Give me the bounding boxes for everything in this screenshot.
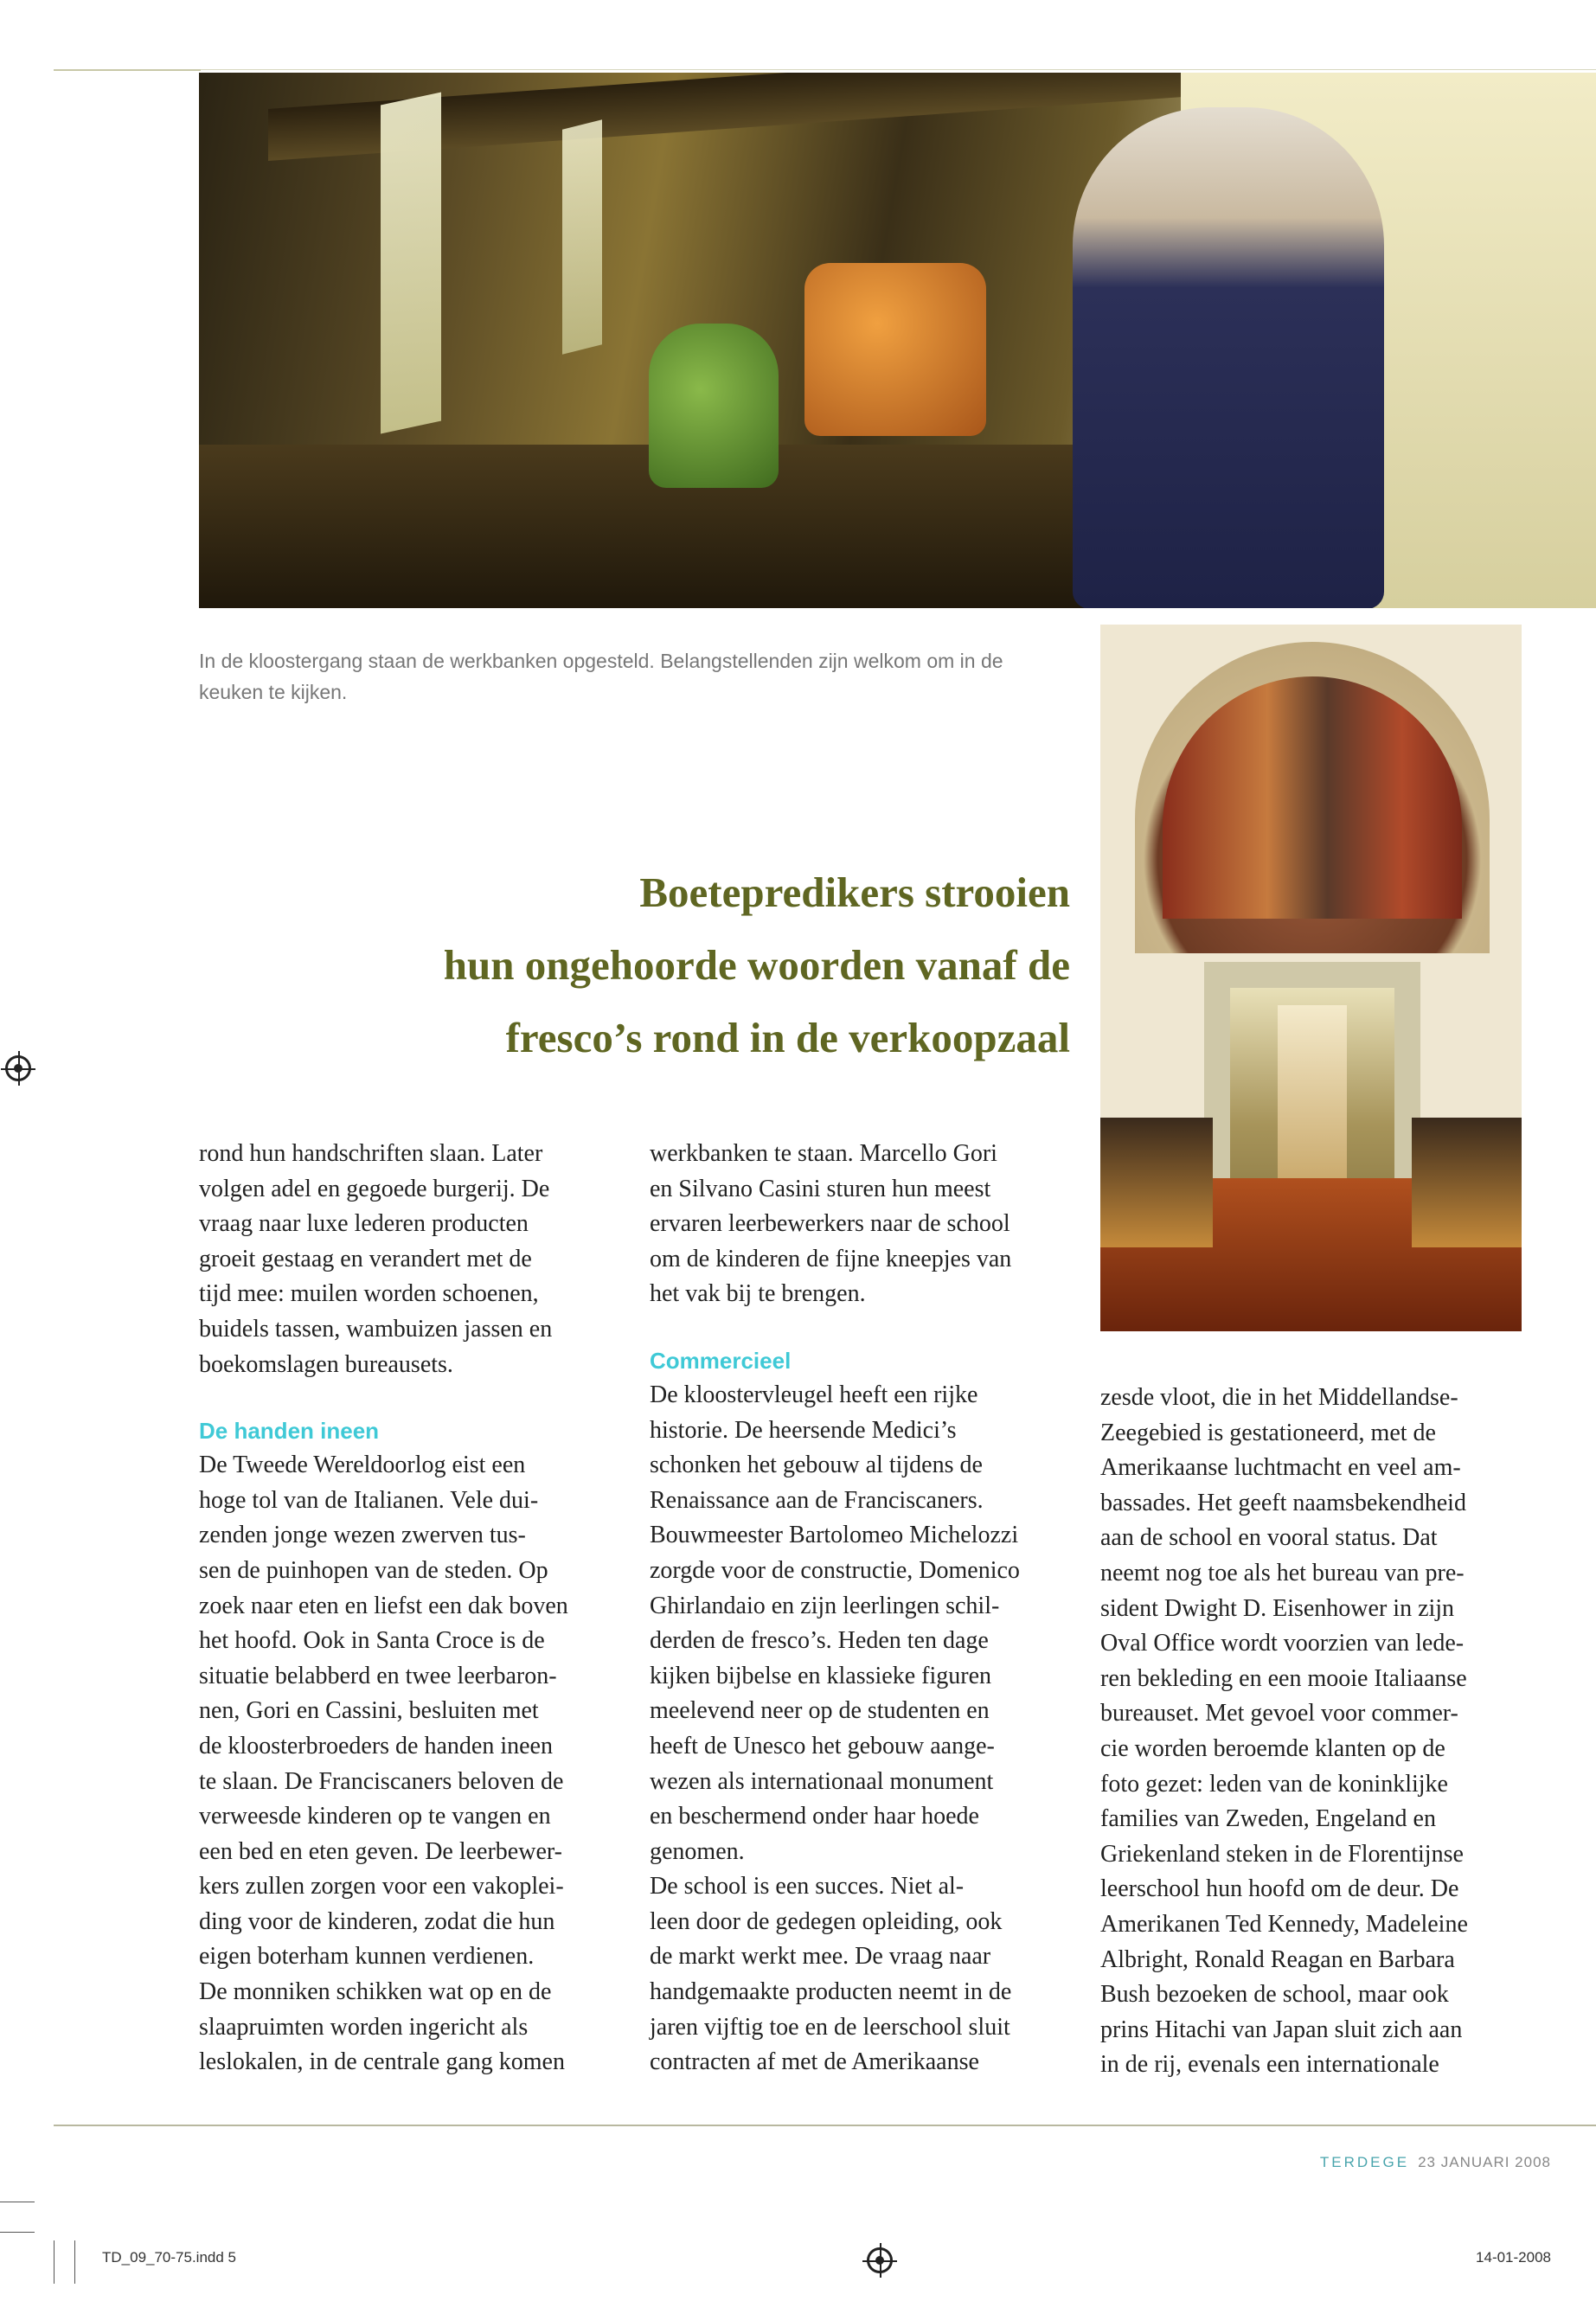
subheading: De handen ineen	[199, 1418, 380, 1445]
crop-mark	[0, 2232, 35, 2233]
sales-hall-photo	[1100, 625, 1522, 1331]
body-paragraph: De school is een succes. Niet al- leen door de gedegen opleiding, ook de markt werkt mee. De vraag naar handgemaakte producten neemt in de jaren vijftig toe en de leerschool sluit contracten af met de Amerikaanse	[650, 1873, 1012, 2076]
body-paragraph: werkbanken te staan. Marcello Gori en Silvano Casini sturen hun meest ervaren leerbewerkers naar de school om de kinderen de fijne kneepjes van het vak bij te brengen.	[650, 1140, 1012, 1308]
photo-caption: In de kloostergang staan de werkbanken opgesteld. Belangstellenden zijn welkom om in de keuken te kijken.	[199, 650, 1003, 703]
pull-quote-line: hun ongehoorde woorden vanaf de	[443, 941, 1070, 989]
bottom-rule	[54, 2125, 1596, 2126]
pull-quote	[199, 856, 1070, 1074]
issue-date: 23 JANUARI 2008	[1418, 2154, 1551, 2170]
print-slug-file: TD_09_70-75.indd 5	[102, 2249, 237, 2266]
workshop-photo	[199, 73, 1596, 608]
registration-mark-icon	[5, 1055, 31, 1081]
pull-quote-line: Boetepredikers strooien	[639, 868, 1070, 916]
folio	[1320, 2154, 1551, 2171]
print-slug-date: 14-01-2008	[1476, 2249, 1551, 2266]
body-paragraph: De kloostervleugel heeft een rijke historie. De heersende Medici’s schonken het gebouw al tijdens de Renaissance aan de Franciscaners. Bouwmeester Bartolomeo Michelozzi zorgde voor de constructie, Domenico Ghirlandaio en zijn leerlingen schil- derden de fresco’s. Heden ten dage kijken bijbelse en klassieke figuren meelevend neer op de studenten en heeft de Unesco het gebouw aange- wezen als internationaal monument en beschermend onder haar hoede genomen.	[650, 1381, 1020, 1865]
pull-quote-line: fresco’s rond in de verkoopzaal	[505, 1014, 1070, 1061]
article-column-3	[1100, 1381, 1524, 2083]
registration-mark-icon	[867, 2247, 893, 2273]
body-paragraph: zesde vloot, die in het Middellandse- Zeegebied is gestationeerd, met de Amerikaanse luchtmacht en veel am- bassades. Het geeft naamsbekendheid aan de school en vooral status. Dat neemt nog toe als het bureau van pre- sident Dwight D. Eisenhower in zijn Oval Office wordt voorzien van lede- ren bekleding en een mooie Italiaanse bureauset. Met gevoel voor commer- cie worden beroemde klanten op de foto gezet: leden van de koninklijke families van Zweden, Engeland en Griekenland steken in de Florentijnse leerschool hun hoofd om de deur. De Amerikanen Ted Kennedy, Madeleine Albright, Ronald Reagan en Barbara Bush bezoeken de school, maar ook prins Hitachi van Japan sluit zich aan in de rij, evenals een internationale	[1100, 1384, 1468, 2079]
article-column-2	[650, 1137, 1074, 2080]
crop-mark	[74, 2240, 75, 2284]
body-paragraph: De Tweede Wereldoorlog eist een hoge tol van de Italianen. Vele dui- zenden jonge wezen zwerven tus- sen de puinhopen van de steden. Op zoek naar eten en liefst een dak boven het hoofd. Ook in Santa Croce is de situatie belabberd en twee leerbaron- nen, Gori en Cassini, besluiten met de kloosterbroeders de handen ineen te slaan. De Franciscaners beloven de verweesde kinderen op te vangen en een bed en eten geven. De leerbewer- kers zullen zorgen voor een vakoplei- ding voor de kinderen, zodat die hun eigen boterham kunnen verdienen. De monniken schikken wat op en de slaapruimten worden ingericht als leslokalen, in de centrale gang komen	[199, 1452, 568, 2076]
subheading: Commercieel	[650, 1347, 792, 1374]
magazine-name: TERDEGE	[1319, 2154, 1410, 2170]
article-column-1	[199, 1137, 623, 2080]
top-rule	[54, 69, 201, 71]
body-paragraph: rond hun handschriften slaan. Later volgen adel en gegoede burgerij. De vraag naar luxe lederen producten groeit gestaag en verandert met de tijd mee: muilen worden schoenen, buidels tassen, wambuizen jassen en boekomslagen bureausets.	[199, 1140, 553, 1378]
top-rule-extension	[201, 69, 1596, 70]
